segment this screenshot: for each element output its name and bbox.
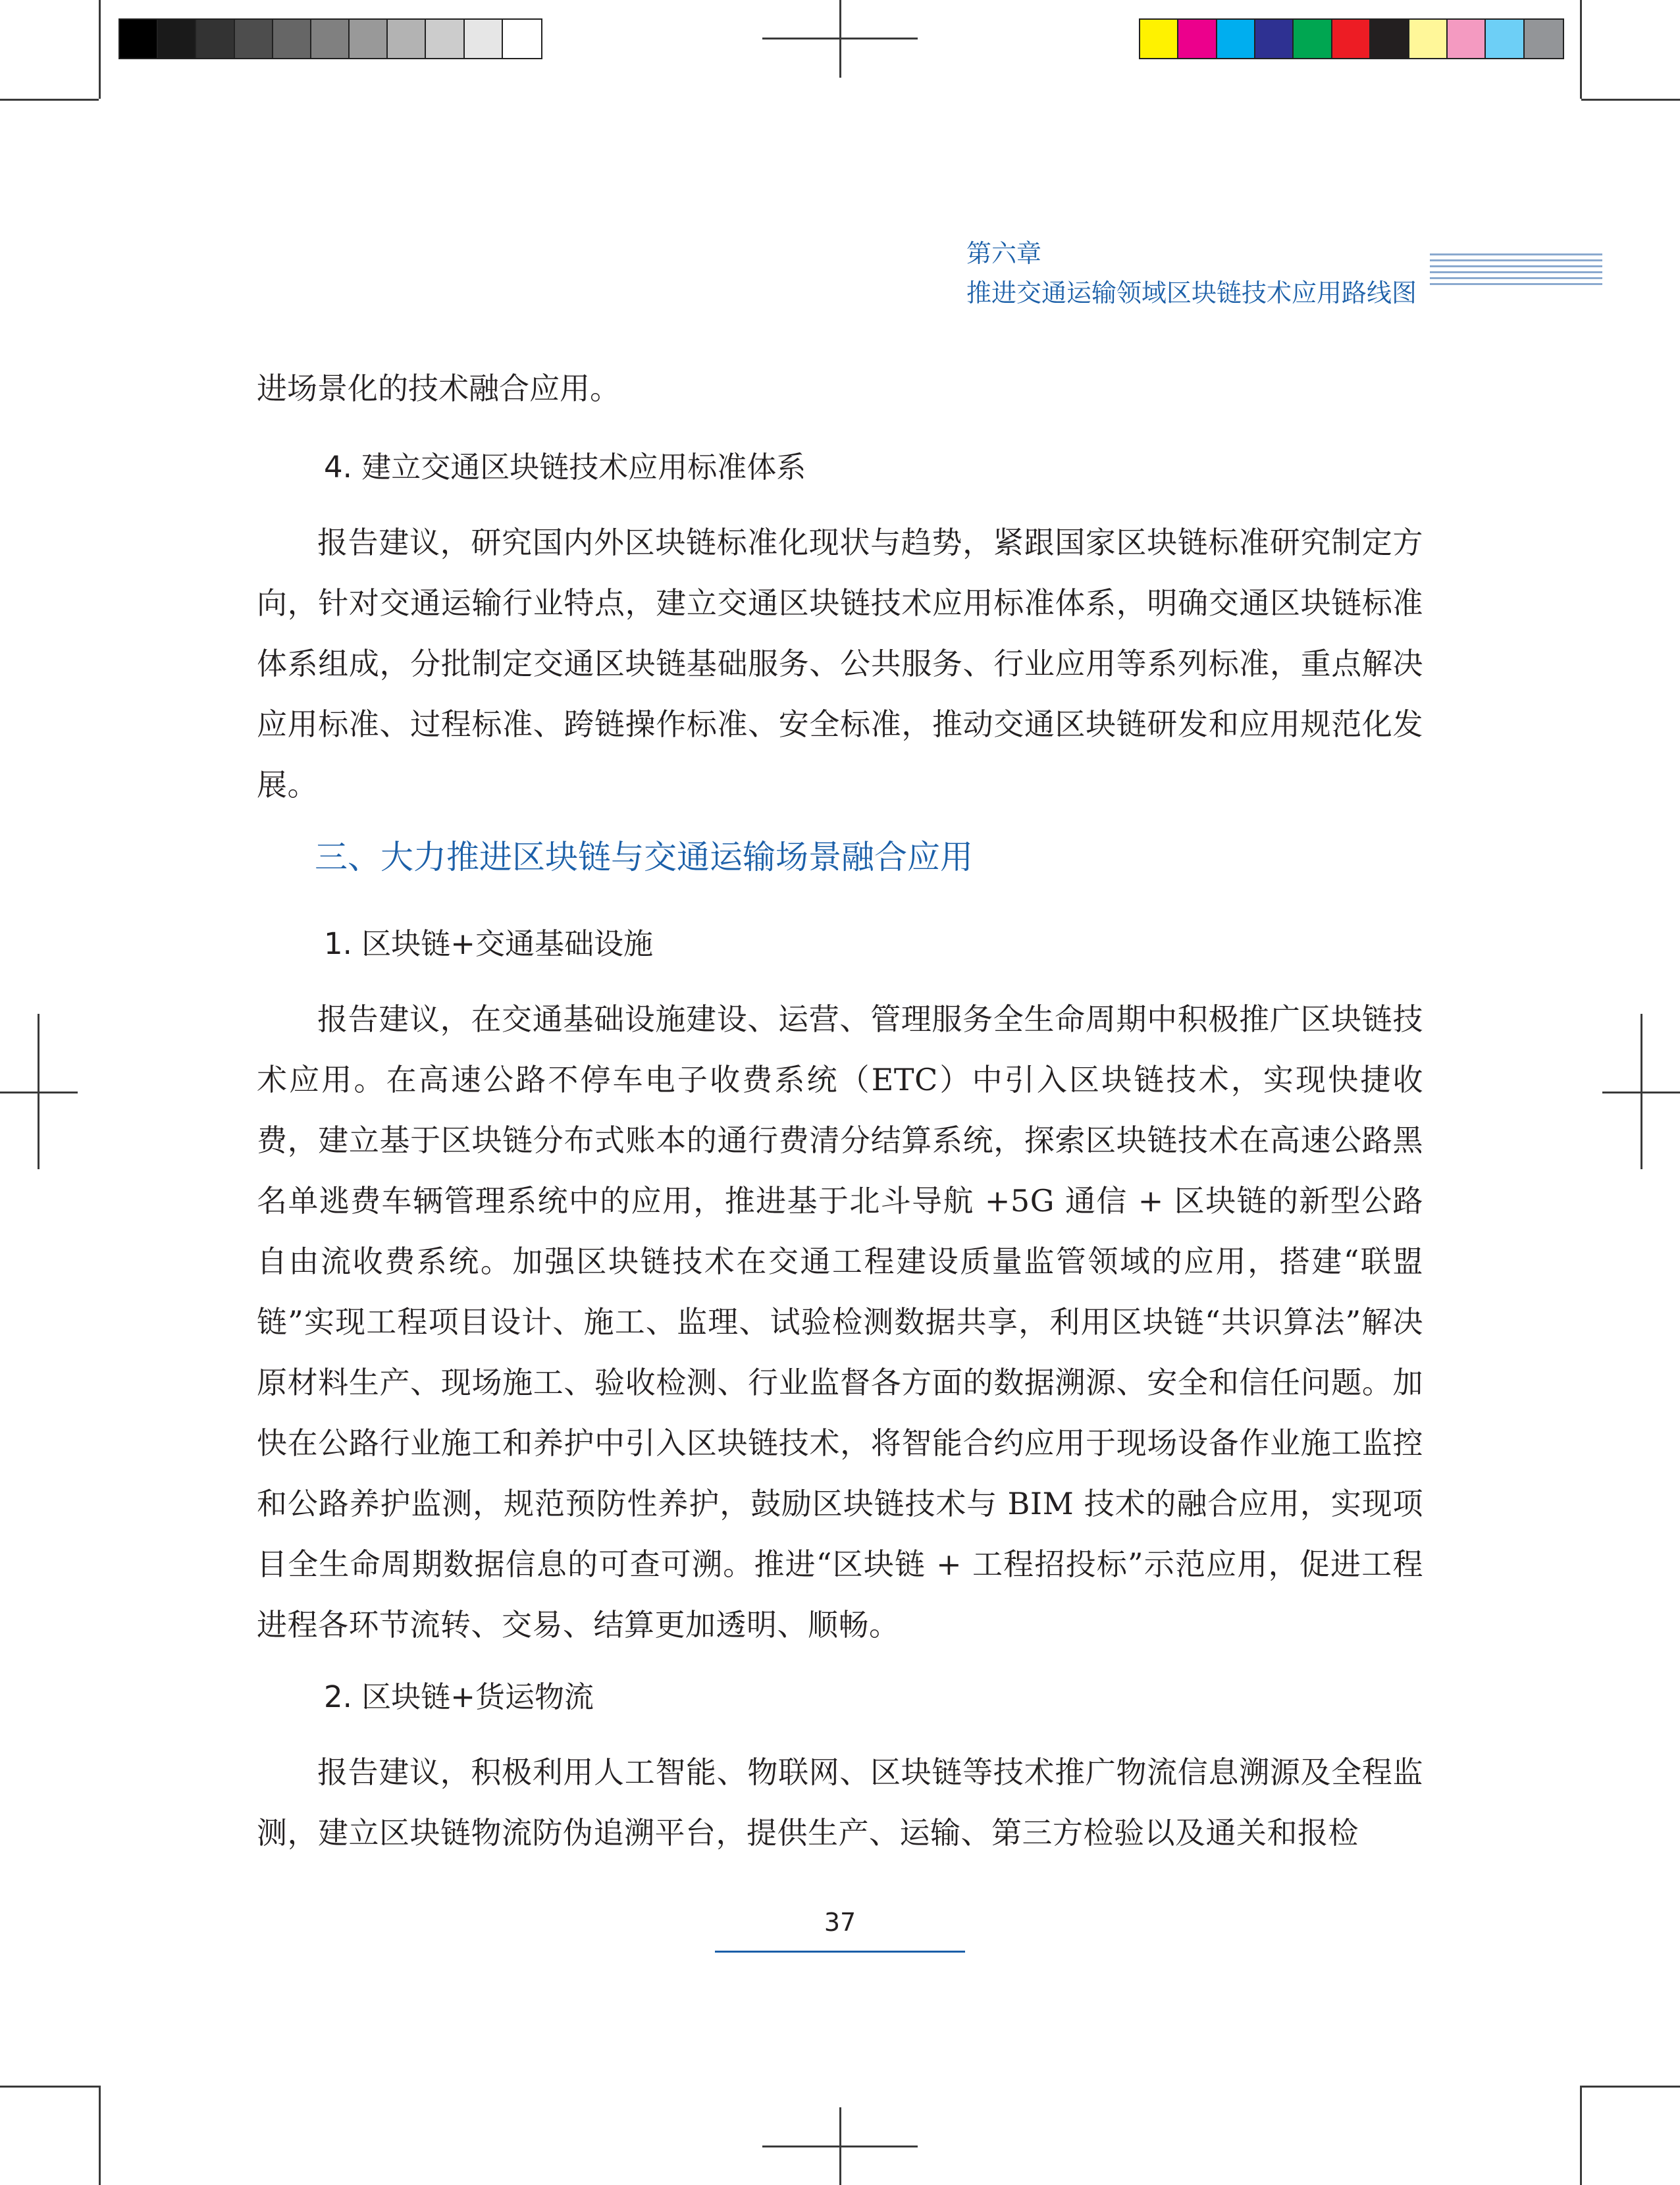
calibration-swatch [1178,20,1217,58]
chapter-title: 推进交通运输领域区块链技术应用路线图 [966,278,1417,307]
subheading-1: 1. 区块链+交通基础设施 [324,926,653,961]
paragraph-standards: 报告建议，研究国内外区块链标准化现状与趋势，紧跟国家区块链标准研究制定方向，针对交通运输行业特点，建立交通区块链技术应用标准体系，明确交通区块链标准体系组成，分批制定交通区块链基础服务、公共服务、行业应用等系列标准，重点解决应用标准、过程标准、跨链操作标准、安全标准，推动交通区块链研发和应用规范化发展。 [257,525,1423,803]
calibration-swatch [196,20,234,58]
crop-mark [0,1092,78,1093]
calibration-swatch [1409,20,1448,58]
calibration-swatch [1217,20,1255,58]
crop-mark [1580,2086,1582,2185]
calibration-swatch [311,20,350,58]
header-rule-lines [1430,253,1602,289]
crop-mark [762,2146,918,2147]
continuation-paragraph: 进场景化的技术融合应用。 [257,371,620,406]
calibration-swatch [1140,20,1178,58]
subheading-2: 2. 区块链+货运物流 [324,1679,594,1714]
calibration-swatch [273,20,311,58]
calibration-swatch [1255,20,1294,58]
calibration-swatch [503,20,541,58]
calibration-swatch [1525,20,1563,58]
calibration-swatch [120,20,158,58]
chapter-label: 第六章 [966,239,1041,268]
subheading-4: 4. 建立交通区块链技术应用标准体系 [324,450,806,485]
crop-mark [99,2086,101,2185]
paragraph-logistics: 报告建议，积极利用人工智能、物联网、区块链等技术推广物流信息溯源及全程监测，建立区块链物流防伪追溯平台，提供生产、运输、第三方检验以及通关和报检 [257,1754,1423,1851]
page-content [257,358,1423,1863]
page-number: 37 [824,1908,856,1937]
crop-mark [0,99,99,101]
calibration-swatch [350,20,388,58]
calibration-swatch [1486,20,1524,58]
crop-mark [0,2086,99,2088]
running-header [966,234,1417,313]
calibration-swatch [1448,20,1486,58]
crop-mark [1580,0,1582,99]
crop-mark [1581,2086,1680,2088]
gray-calibration-bar [118,18,542,59]
calibration-swatch [235,20,273,58]
calibration-swatch [426,20,464,58]
calibration-swatch [1294,20,1332,58]
section-heading-3: 三、大力推进区块链与交通运输场景融合应用 [315,838,973,876]
crop-mark [99,0,101,99]
page-number-rule [715,1951,965,1953]
color-calibration-bar [1139,18,1564,59]
paragraph-infrastructure: 报告建议，在交通基础设施建设、运营、管理服务全生命周期中积极推广区块链技术应用。在高速公路不停车电子收费系统（ETC）中引入区块链技术，实现快捷收费，建立基于区块链分布式账本的通行费清分结算系统，探索区块链技术在高速公路黑名单逃费车辆管理系统中的应用，推进基于北斗导航 +5G 通信 + 区块链的新型公路自由流收费系统。加强区块链技术在交通工程建设质量监管领域的应用，搭建“联盟链”实现工程项目设计、施工、监理、试验检测数据共享，利用区块链“共识算法”解决原材料生产、现场施工、验收检测、行业监督各方面的数据溯源、安全和信任问题。加快在公路行业施工和养护中引入区块链技术，将智能合约应用于现场设备作业施工监控和公路养护监测，规范预防性养护，鼓励区块链技术与 BIM 技术的融合应用，实现项目全生命周期数据信息的可查可溯。推进“区块链 + 工程招投标”示范应用，促进工程进程各环节流转、交易、结算更加透明、顺畅。 [257,1001,1423,1643]
calibration-swatch [1371,20,1409,58]
calibration-swatch [465,20,503,58]
calibration-swatch [1332,20,1371,58]
calibration-swatch [388,20,426,58]
crop-mark [1602,1092,1680,1093]
crop-mark [762,38,918,39]
calibration-swatch [158,20,196,58]
crop-mark [1581,99,1680,101]
